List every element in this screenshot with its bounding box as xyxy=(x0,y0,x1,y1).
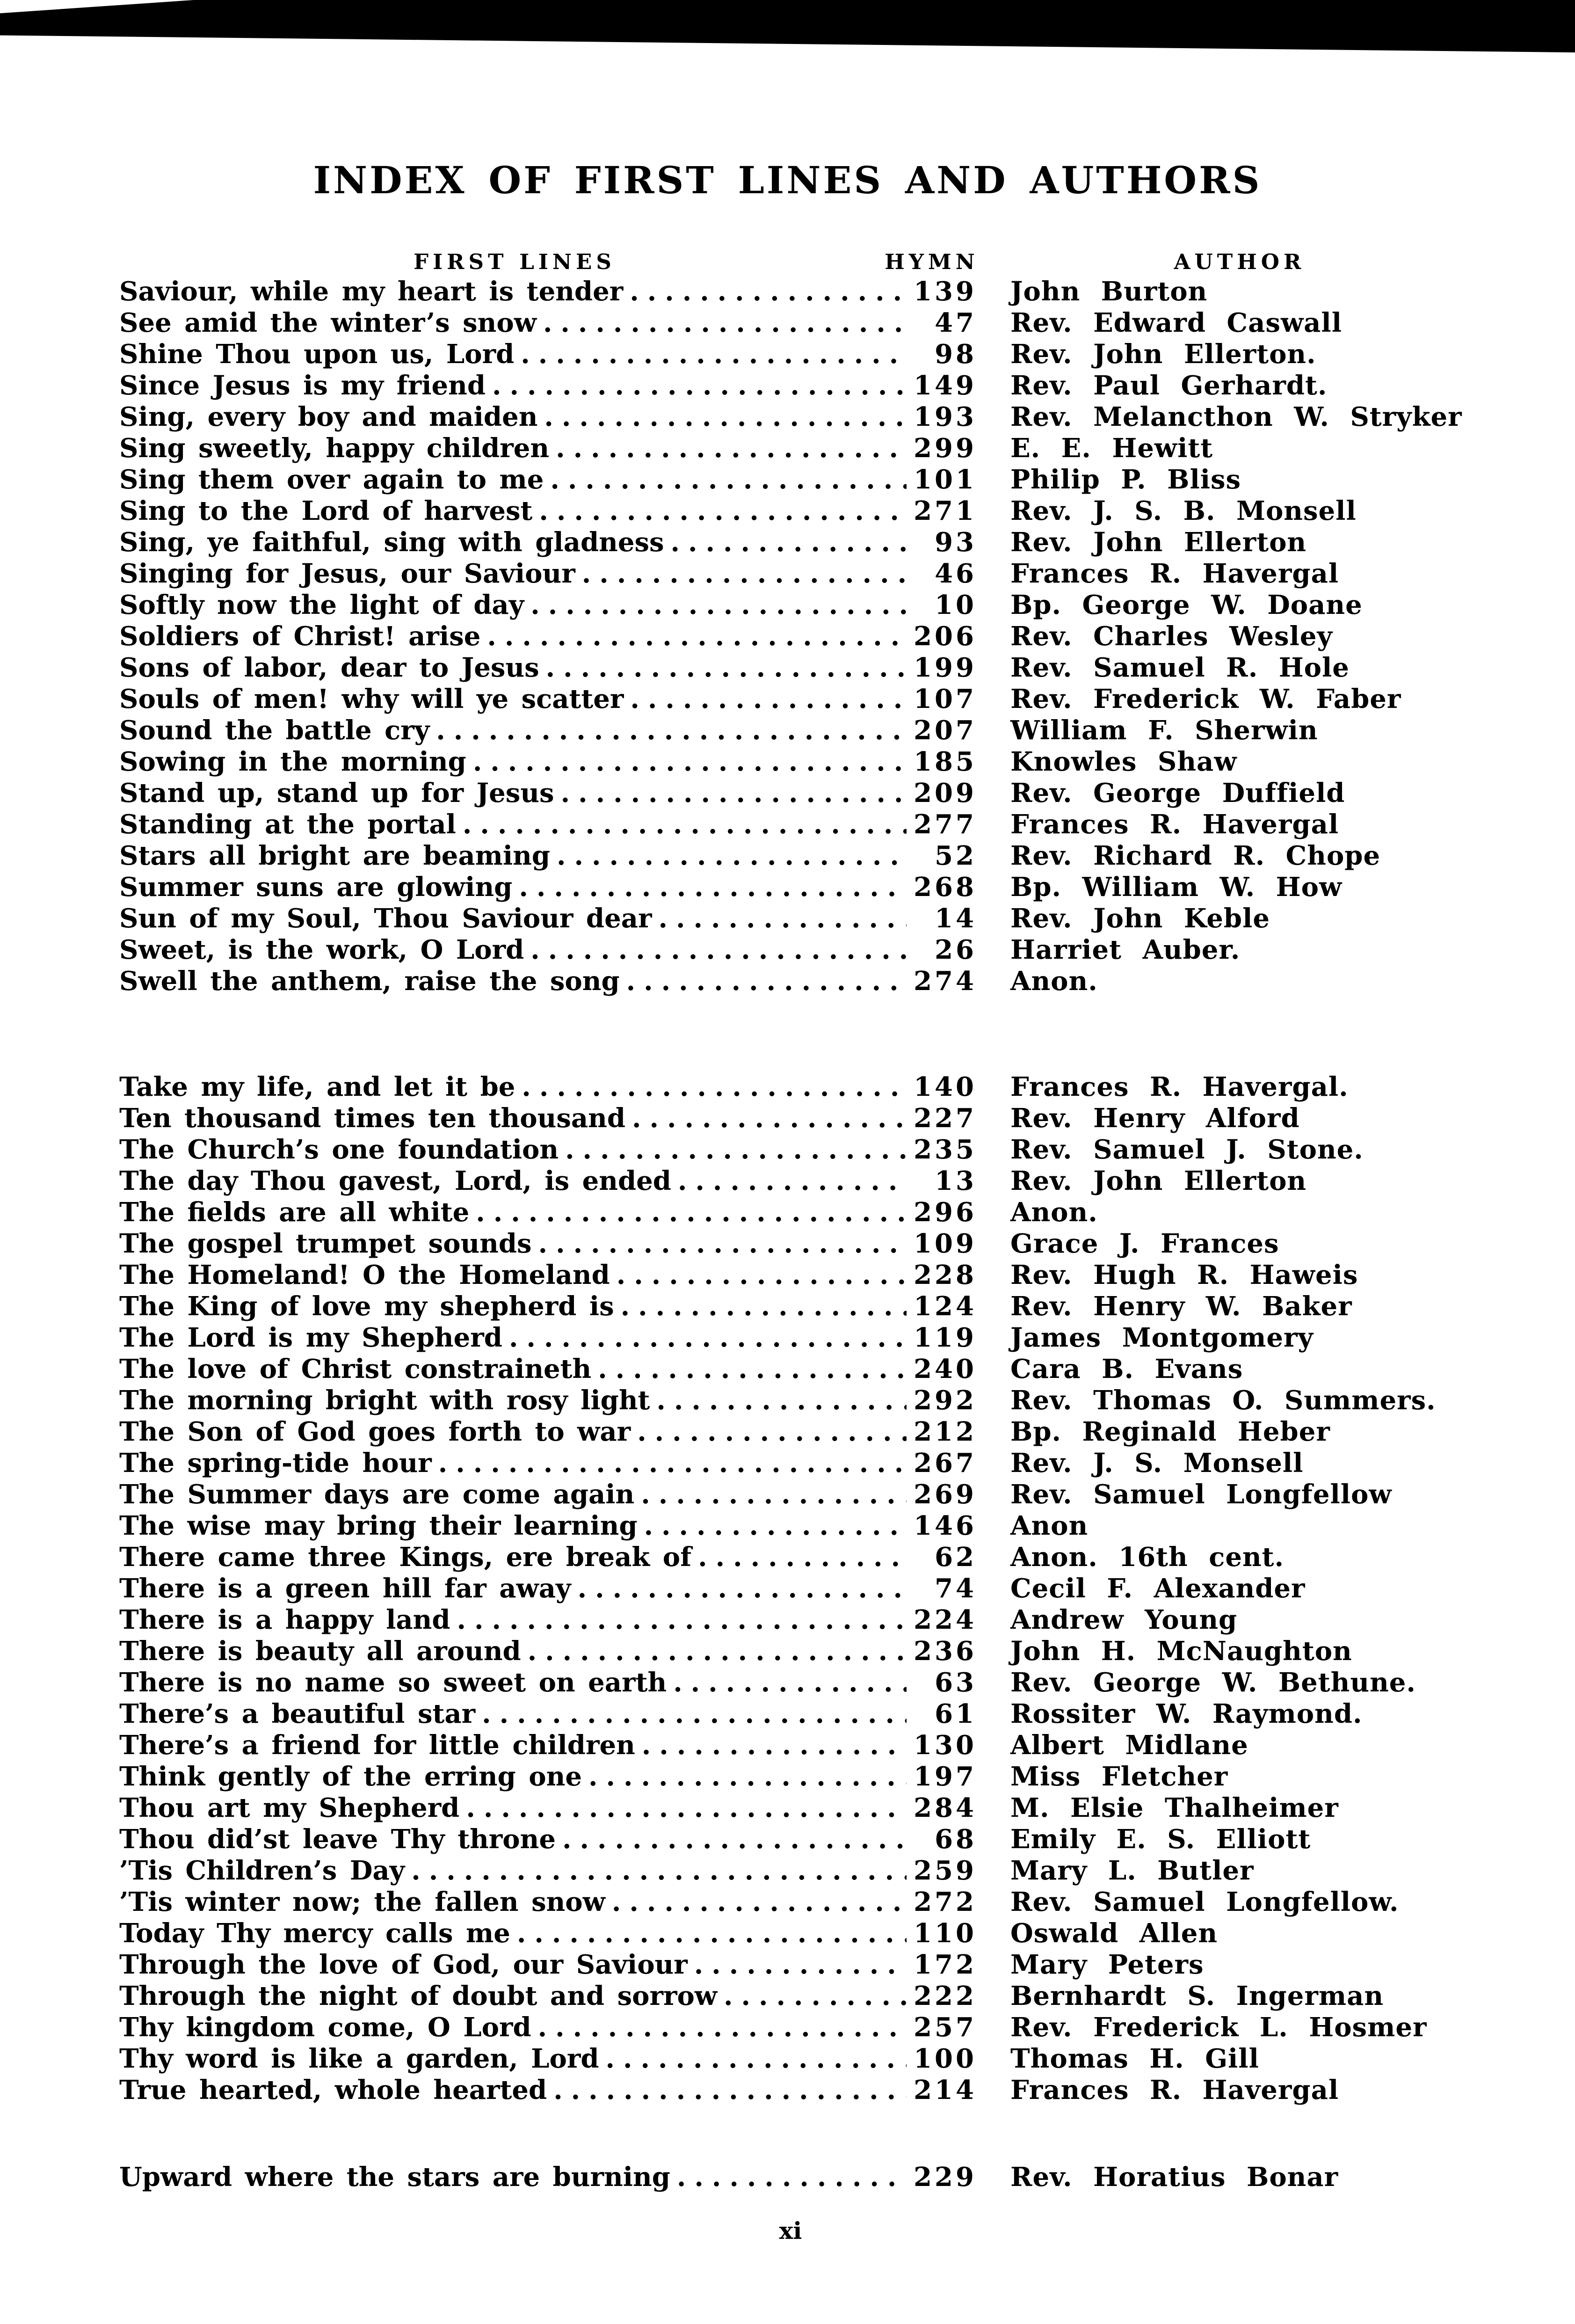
dot-leader xyxy=(625,1103,907,1134)
dot-leader xyxy=(623,276,907,307)
index-entry-row xyxy=(119,590,1520,621)
entry-hymn-number: 124 xyxy=(914,1291,977,1322)
index-entry-row xyxy=(119,1761,1520,1792)
dot-leader xyxy=(524,590,907,621)
index-entry-row xyxy=(119,652,1520,684)
entry-first-line: Thy word is like a garden, Lord xyxy=(119,2043,599,2074)
entry-hymn-number: 207 xyxy=(914,715,977,746)
dot-leader xyxy=(614,1291,907,1322)
dot-leader xyxy=(549,433,907,464)
entry-first-line: The love of Christ constraineth xyxy=(119,1354,592,1384)
entry-author: Rev. Edward Caswall xyxy=(1010,307,1342,338)
entry-hymn-number: 193 xyxy=(914,401,977,432)
index-entry-row xyxy=(119,1448,1520,1479)
index-entry-row xyxy=(119,339,1520,370)
index-entry-row xyxy=(119,903,1520,934)
index-entry-row xyxy=(119,1510,1520,1542)
entry-author: Rev. J. S. B. Monsell xyxy=(1010,495,1357,526)
entry-author: Rev. Thomas O. Summers. xyxy=(1010,1385,1436,1416)
entry-first-line: The Church’s one foundation xyxy=(119,1134,559,1165)
dot-leader xyxy=(664,527,907,558)
entry-first-line: See amid the winter’s snow xyxy=(119,307,537,338)
entry-hymn-number: 228 xyxy=(914,1260,977,1290)
dot-leader xyxy=(521,1636,907,1667)
entry-first-line: The gospel trumpet sounds xyxy=(119,1228,532,1259)
entry-author: Rev. John Ellerton. xyxy=(1010,339,1316,370)
index-entry-row xyxy=(119,2162,1520,2193)
entry-author: Bp. Reginald Heber xyxy=(1010,1416,1330,1447)
entry-first-line: There came three Kings, ere break of xyxy=(119,1542,692,1573)
column-header-author: AUTHOR xyxy=(1174,249,1306,274)
entry-first-line: Since Jesus is my friend xyxy=(119,370,486,401)
entry-author: Anon xyxy=(1010,1510,1089,1541)
index-entry-row xyxy=(119,840,1520,872)
index-entry-row xyxy=(119,1260,1520,1291)
index-entry-row xyxy=(119,621,1520,652)
entry-hymn-number: 101 xyxy=(914,464,977,495)
dot-leader xyxy=(405,1855,907,1887)
index-section xyxy=(119,1071,1520,2106)
entry-hymn-number: 284 xyxy=(914,1792,977,1823)
entry-first-line: There is a happy land xyxy=(119,1604,450,1635)
entry-first-line: Sing sweetly, happy children xyxy=(119,433,550,464)
entry-author: Rev. Charles Wesley xyxy=(1010,621,1333,652)
index-entry-row xyxy=(119,370,1520,401)
entry-author: Harriet Auber. xyxy=(1010,934,1241,965)
entry-author: E. E. Hewitt xyxy=(1010,433,1213,464)
entry-hymn-number: 299 xyxy=(914,433,977,464)
index-entry-row xyxy=(119,1918,1520,1949)
index-entry-row xyxy=(119,433,1520,464)
entry-hymn-number: 130 xyxy=(914,1730,977,1761)
entry-author: Mary Peters xyxy=(1010,1949,1204,1980)
entry-first-line: Ten thousand times ten thousand xyxy=(119,1103,625,1134)
entry-hymn-number: 107 xyxy=(914,684,977,714)
entry-hymn-number: 63 xyxy=(935,1667,977,1698)
entry-first-line: Souls of men! why will ye scatter xyxy=(119,684,624,714)
dot-leader xyxy=(717,1981,907,2012)
entry-hymn-number: 13 xyxy=(935,1166,977,1196)
dot-leader xyxy=(575,558,907,590)
index-entry-row xyxy=(119,1479,1520,1510)
entry-author: Rev. Samuel J. Stone. xyxy=(1010,1134,1364,1165)
index-entry-row xyxy=(119,1322,1520,1354)
entry-author: Rev. Hugh R. Haweis xyxy=(1010,1260,1358,1290)
entry-hymn-number: 140 xyxy=(914,1071,977,1102)
dot-leader xyxy=(502,1322,907,1354)
entry-author: Rev. Samuel Longfellow. xyxy=(1010,1887,1399,1917)
index-entry-row xyxy=(119,1698,1520,1730)
index-entry-row xyxy=(119,1824,1520,1855)
entry-author: Cara B. Evans xyxy=(1010,1354,1243,1384)
entry-first-line: Sing, every boy and maiden xyxy=(119,401,538,432)
index-entry-row xyxy=(119,464,1520,495)
entry-hymn-number: 240 xyxy=(914,1354,977,1384)
entry-first-line: ’Tis Children’s Day xyxy=(119,1855,405,1886)
entry-hymn-number: 100 xyxy=(914,2043,977,2074)
index-entry-row xyxy=(119,1166,1520,1197)
dot-leader xyxy=(532,1228,907,1260)
entry-hymn-number: 227 xyxy=(914,1103,977,1134)
entry-author: Rev. Frederick L. Hosmer xyxy=(1010,2012,1427,2043)
entry-hymn-number: 274 xyxy=(914,966,977,997)
index-entry-row xyxy=(119,276,1520,307)
entry-author: Frances R. Havergal. xyxy=(1010,1071,1349,1102)
index-entry-row xyxy=(119,966,1520,997)
entry-hymn-number: 272 xyxy=(914,1887,977,1917)
entry-author: Philip P. Bliss xyxy=(1010,464,1241,495)
entry-author: Oswald Allen xyxy=(1010,1918,1218,1949)
entry-hymn-number: 268 xyxy=(914,872,977,903)
index-entry-row xyxy=(119,1385,1520,1416)
dot-leader xyxy=(537,307,907,339)
index-entry-row xyxy=(119,872,1520,903)
dot-leader xyxy=(515,1071,907,1103)
dot-leader xyxy=(556,1824,907,1855)
entry-first-line: There is beauty all around xyxy=(119,1636,521,1667)
dot-leader xyxy=(688,1949,907,1981)
index-entry-row xyxy=(119,307,1520,339)
entry-hymn-number: 257 xyxy=(914,2012,977,2043)
entry-author: James Montgomery xyxy=(1010,1322,1314,1353)
entry-first-line: Thy kingdom come, O Lord xyxy=(119,2012,531,2043)
dot-leader xyxy=(512,872,907,903)
index-entry-row xyxy=(119,527,1520,558)
entry-author: Thomas H. Gill xyxy=(1010,2043,1259,2074)
column-header-hymn: HYMN xyxy=(885,249,979,274)
dot-leader xyxy=(671,1166,907,1197)
dot-leader xyxy=(559,1134,907,1166)
column-headers xyxy=(0,249,1575,277)
entry-author: Rev. George W. Bethune. xyxy=(1010,1667,1416,1698)
entry-hymn-number: 139 xyxy=(914,276,977,307)
entry-first-line: Through the love of God, our Saviour xyxy=(119,1949,688,1980)
dot-leader xyxy=(466,746,907,778)
entry-first-line: The Summer days are come again xyxy=(119,1479,635,1510)
entry-author: Frances R. Havergal xyxy=(1010,2075,1339,2105)
entry-author: Mary L. Butler xyxy=(1010,1855,1254,1886)
entry-first-line: Sons of labor, dear to Jesus xyxy=(119,652,539,683)
dot-leader xyxy=(475,1698,907,1730)
scan-artifact-bar xyxy=(0,0,1575,55)
entry-first-line: Summer suns are glowing xyxy=(119,872,513,903)
index-entry-row xyxy=(119,1134,1520,1166)
index-entry-row xyxy=(119,1542,1520,1573)
entry-first-line: Saviour, while my heart is tender xyxy=(119,276,624,307)
index-entry-row xyxy=(119,1667,1520,1698)
dot-leader xyxy=(550,840,907,872)
index-section xyxy=(119,2162,1520,2193)
entry-hymn-number: 267 xyxy=(914,1448,977,1479)
dot-leader xyxy=(670,2162,907,2193)
entry-hymn-number: 209 xyxy=(914,778,977,809)
dot-leader xyxy=(450,1604,907,1636)
entry-author: Rev. Horatius Bonar xyxy=(1010,2162,1339,2193)
page-number: xi xyxy=(779,2217,802,2244)
entry-author: Grace J. Frances xyxy=(1010,1228,1279,1259)
entry-hymn-number: 172 xyxy=(914,1949,977,1980)
index-entry-row xyxy=(119,1636,1520,1667)
dot-leader xyxy=(631,1416,907,1448)
dot-leader xyxy=(524,934,907,966)
index-entry-row xyxy=(119,401,1520,433)
entry-hymn-number: 271 xyxy=(914,495,977,526)
page-title: INDEX OF FIRST LINES AND AUTHORS xyxy=(313,158,1262,202)
entry-author: John H. McNaughton xyxy=(1010,1636,1352,1667)
dot-leader xyxy=(432,1448,907,1479)
entry-hymn-number: 206 xyxy=(914,621,977,652)
entry-hymn-number: 14 xyxy=(935,903,977,934)
entry-first-line: Thou art my Shepherd xyxy=(119,1792,460,1823)
entry-author: Rev. Richard R. Chope xyxy=(1010,840,1381,871)
entry-hymn-number: 68 xyxy=(935,1824,977,1855)
dot-leader xyxy=(532,495,907,527)
entry-hymn-number: 222 xyxy=(914,1981,977,2011)
entry-hymn-number: 119 xyxy=(914,1322,977,1353)
dot-leader xyxy=(480,621,907,652)
dot-leader xyxy=(635,1730,907,1761)
entry-author: Andrew Young xyxy=(1010,1604,1238,1635)
dot-leader xyxy=(469,1197,907,1228)
dot-leader xyxy=(510,1918,907,1949)
dot-leader xyxy=(652,903,907,934)
entry-first-line: Sing them over again to me xyxy=(119,464,544,495)
entry-author: John Burton xyxy=(1010,276,1208,307)
entry-first-line: Sowing in the morning xyxy=(119,746,466,777)
index-entry-row xyxy=(119,1197,1520,1228)
entry-author: Frances R. Havergal xyxy=(1010,809,1339,840)
entry-hymn-number: 277 xyxy=(914,809,977,840)
entry-hymn-number: 224 xyxy=(914,1604,977,1635)
index-entry-row xyxy=(119,1103,1520,1134)
entry-hymn-number: 199 xyxy=(914,652,977,683)
index-entry-row xyxy=(119,495,1520,527)
entry-hymn-number: 236 xyxy=(914,1636,977,1667)
index-entry-row xyxy=(119,715,1520,746)
entry-first-line: Standing at the portal xyxy=(119,809,456,840)
dot-leader xyxy=(554,778,907,809)
entry-author: Rossiter W. Raymond. xyxy=(1010,1698,1363,1729)
entry-first-line: There’s a beautiful star xyxy=(119,1698,476,1729)
index-entry-row xyxy=(119,2012,1520,2043)
index-entry-row xyxy=(119,1981,1520,2012)
entry-hymn-number: 61 xyxy=(935,1698,977,1729)
index-entry-row xyxy=(119,934,1520,966)
entry-first-line: The Son of God goes forth to war xyxy=(119,1416,631,1447)
entry-hymn-number: 109 xyxy=(914,1228,977,1259)
entry-first-line: Sing, ye faithful, sing with gladness xyxy=(119,527,664,558)
dot-leader xyxy=(531,2012,907,2043)
entry-author: Rev. George Duffield xyxy=(1010,778,1345,809)
entry-first-line: Softly now the light of day xyxy=(119,590,524,620)
entry-hymn-number: 185 xyxy=(914,746,977,777)
entry-first-line: Shine Thou upon us, Lord xyxy=(119,339,515,370)
dot-leader xyxy=(638,1510,907,1542)
index-entry-row xyxy=(119,1416,1520,1448)
index-entry-row xyxy=(119,1291,1520,1322)
entry-first-line: The Homeland! O the Homeland xyxy=(119,1260,610,1290)
dot-leader xyxy=(539,652,907,684)
dot-leader xyxy=(582,1761,907,1792)
entry-author: Anon. 16th cent. xyxy=(1010,1542,1285,1573)
dot-leader xyxy=(650,1385,907,1416)
index-entry-row xyxy=(119,1949,1520,1981)
dot-leader xyxy=(459,1792,907,1824)
entry-first-line: The fields are all white xyxy=(119,1197,470,1228)
dot-leader xyxy=(514,339,907,370)
index-entry-row xyxy=(119,746,1520,778)
entry-author: Rev. Samuel Longfellow xyxy=(1010,1479,1392,1510)
index-entry-row xyxy=(119,1887,1520,1918)
index-entry-row xyxy=(119,1792,1520,1824)
entry-hymn-number: 146 xyxy=(914,1510,977,1541)
entry-hymn-number: 212 xyxy=(914,1416,977,1447)
entry-author: Frances R. Havergal xyxy=(1010,558,1339,589)
entry-hymn-number: 269 xyxy=(914,1479,977,1510)
dot-leader xyxy=(537,401,907,433)
dot-leader xyxy=(634,1479,907,1510)
entry-first-line: ’Tis winter now; the fallen snow xyxy=(119,1887,605,1917)
entry-author: Knowles Shaw xyxy=(1010,746,1237,777)
entry-author: Emily E. S. Elliott xyxy=(1010,1824,1311,1855)
entry-first-line: There’s a friend for little children xyxy=(119,1730,635,1761)
entry-author: Rev. John Ellerton xyxy=(1010,1166,1307,1196)
entry-hymn-number: 110 xyxy=(914,1918,977,1949)
entry-first-line: Sound the battle cry xyxy=(119,715,430,746)
entry-first-line: Today Thy mercy calls me xyxy=(119,1918,510,1949)
entry-author: Cecil F. Alexander xyxy=(1010,1573,1306,1604)
entry-author: Bp. William W. How xyxy=(1010,872,1343,903)
index-entry-row xyxy=(119,1573,1520,1604)
entry-author: M. Elsie Thalheimer xyxy=(1010,1792,1339,1823)
index-entry-row xyxy=(119,1730,1520,1761)
dot-leader xyxy=(486,370,907,401)
entry-first-line: The wise may bring their learning xyxy=(119,1510,638,1541)
entry-author: Bernhardt S. Ingerman xyxy=(1010,1981,1384,2011)
entry-author: Anon. xyxy=(1010,1197,1098,1228)
entry-author: Albert Midlane xyxy=(1010,1730,1248,1761)
entry-author: Rev. Paul Gerhardt. xyxy=(1010,370,1328,401)
entry-first-line: The morning bright with rosy light xyxy=(119,1385,650,1416)
dot-leader xyxy=(544,464,907,495)
index-entry-row xyxy=(119,1071,1520,1103)
entry-first-line: Through the night of doubt and sorrow xyxy=(119,1981,718,2011)
entry-author: Rev. John Ellerton xyxy=(1010,527,1307,558)
entry-first-line: Swell the anthem, raise the song xyxy=(119,966,620,997)
entry-author: Bp. George W. Doane xyxy=(1010,590,1363,620)
dot-leader xyxy=(429,715,907,746)
entry-hymn-number: 292 xyxy=(914,1385,977,1416)
entry-author: William F. Sherwin xyxy=(1010,715,1318,746)
entry-hymn-number: 52 xyxy=(935,840,977,871)
entry-author: Anon. xyxy=(1010,966,1098,997)
entry-author: Rev. Melancthon W. Stryker xyxy=(1010,401,1462,432)
entry-first-line: The Lord is my Shepherd xyxy=(119,1322,502,1353)
dot-leader xyxy=(605,1887,907,1918)
entry-first-line: Sing to the Lord of harvest xyxy=(119,495,533,526)
entry-first-line: The King of love my shepherd is xyxy=(119,1291,614,1322)
entry-first-line: True hearted, whole hearted xyxy=(119,2075,547,2105)
dot-leader xyxy=(456,809,907,840)
dot-leader xyxy=(547,2075,907,2106)
entry-first-line: The spring-tide hour xyxy=(119,1448,432,1479)
entry-hymn-number: 26 xyxy=(935,934,977,965)
entry-first-line: Stars all bright are beaming xyxy=(119,840,550,871)
index-entry-row xyxy=(119,2043,1520,2075)
entry-first-line: The day Thou gavest, Lord, is ended xyxy=(119,1166,671,1196)
entry-first-line: Thou did’st leave Thy throne xyxy=(119,1824,556,1855)
entry-hymn-number: 93 xyxy=(935,527,977,558)
entry-first-line: Singing for Jesus, our Saviour xyxy=(119,558,575,589)
dot-leader xyxy=(667,1667,907,1698)
entry-author: Rev. Frederick W. Faber xyxy=(1010,684,1401,714)
entry-hymn-number: 197 xyxy=(914,1761,977,1792)
column-header-first-lines: FIRST LINES xyxy=(414,249,616,274)
entry-first-line: Stand up, stand up for Jesus xyxy=(119,778,554,809)
entry-hymn-number: 47 xyxy=(935,307,977,338)
entry-author: Rev. Henry W. Baker xyxy=(1010,1291,1352,1322)
index-entry-row xyxy=(119,1604,1520,1636)
entry-hymn-number: 214 xyxy=(914,2075,977,2105)
index-entry-row xyxy=(119,2075,1520,2106)
index-entry-row xyxy=(119,778,1520,809)
index-entry-row xyxy=(119,1354,1520,1385)
dot-leader xyxy=(620,966,907,997)
entry-author: Miss Fletcher xyxy=(1010,1761,1228,1792)
entry-author: Rev. Samuel R. Hole xyxy=(1010,652,1350,683)
entry-author: Rev. John Keble xyxy=(1010,903,1270,934)
entry-first-line: Upward where the stars are burning xyxy=(119,2162,670,2193)
index-entry-row xyxy=(119,558,1520,590)
index-entry-row xyxy=(119,684,1520,715)
entry-hymn-number: 98 xyxy=(935,339,977,370)
entry-first-line: Take my life, and let it be xyxy=(119,1071,515,1102)
entry-hymn-number: 62 xyxy=(935,1542,977,1573)
dot-leader xyxy=(571,1573,907,1604)
index-entry-row xyxy=(119,1855,1520,1887)
entry-hymn-number: 296 xyxy=(914,1197,977,1228)
dot-leader xyxy=(591,1354,907,1385)
index-entry-row xyxy=(119,1228,1520,1260)
entry-first-line: Sweet, is the work, O Lord xyxy=(119,934,524,965)
dot-leader xyxy=(599,2043,907,2075)
entry-hymn-number: 229 xyxy=(914,2162,977,2193)
dot-leader xyxy=(610,1260,907,1291)
entry-first-line: Soldiers of Christ! arise xyxy=(119,621,481,652)
entry-hymn-number: 46 xyxy=(935,558,977,589)
entry-hymn-number: 10 xyxy=(935,590,977,620)
dot-leader xyxy=(624,684,907,715)
entry-first-line: Think gently of the erring one xyxy=(119,1761,582,1792)
index-section xyxy=(119,276,1520,997)
entry-hymn-number: 235 xyxy=(914,1134,977,1165)
entry-hymn-number: 259 xyxy=(914,1855,977,1886)
index-entry-row xyxy=(119,809,1520,840)
entry-first-line: Sun of my Soul, Thou Saviour dear xyxy=(119,903,652,934)
entry-first-line: There is a green hill far away xyxy=(119,1573,571,1604)
entry-hymn-number: 74 xyxy=(935,1573,977,1604)
entry-first-line: There is no name so sweet on earth xyxy=(119,1667,667,1698)
entry-author: Rev. J. S. Monsell xyxy=(1010,1448,1304,1479)
dot-leader xyxy=(691,1542,907,1573)
index-list xyxy=(119,276,1520,2193)
entry-hymn-number: 149 xyxy=(914,370,977,401)
entry-author: Rev. Henry Alford xyxy=(1010,1103,1300,1134)
